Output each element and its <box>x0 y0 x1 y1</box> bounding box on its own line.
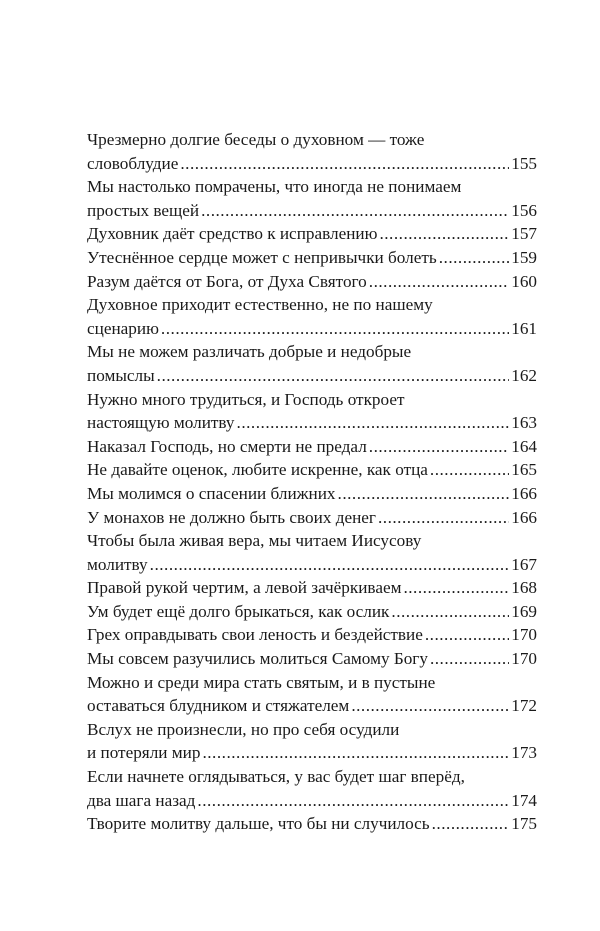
toc-entry-title-line: Чрезмерно долгие беседы о духовном — тоже <box>87 130 425 149</box>
dot-leader <box>432 812 510 836</box>
toc-entry-last-line <box>87 364 537 388</box>
toc-entry-last-line <box>87 553 537 577</box>
toc-entry-last-line <box>87 576 537 600</box>
toc-entry-title: настоящую молитву <box>87 413 235 433</box>
dot-leader <box>180 152 509 176</box>
dot-leader <box>430 458 509 482</box>
dot-leader <box>378 506 509 530</box>
toc-entry <box>87 458 537 482</box>
dot-leader <box>379 222 509 246</box>
toc-entry-title: сценарию <box>87 318 159 338</box>
dot-leader <box>237 411 510 435</box>
toc-entry-last-line <box>87 812 537 836</box>
dot-leader <box>197 789 509 813</box>
toc-entry-page-number: 170 <box>511 625 537 645</box>
toc-entry <box>87 246 537 270</box>
toc-entry-title-line: Вслух не произнесли, но про себя осудили <box>87 719 400 739</box>
toc-entry <box>87 718 537 765</box>
toc-entry-title: Мы совсем разучились молиться Самому Богу <box>87 649 428 669</box>
toc-entry-title-line: Духовное приходит естественно, не по нашему <box>87 295 433 315</box>
toc-entry <box>87 576 537 600</box>
toc-entry-last-line <box>87 600 537 624</box>
toc-entry-title-line: Мы настолько помрачены, что иногда не понимаем <box>87 177 462 197</box>
toc-entry-page-number: 163 <box>511 413 537 433</box>
dot-leader <box>202 741 509 765</box>
toc-entry-title-line: Нужно много трудиться, и Господь откроет <box>87 389 405 409</box>
toc-entry <box>87 128 537 175</box>
dot-leader <box>161 317 509 341</box>
toc-entry <box>87 812 537 836</box>
toc-entry-last-line <box>87 222 537 246</box>
toc-entry-title: Утеснённое сердце может с непривычки болеть <box>87 247 437 267</box>
toc-entry-page-number: 156 <box>511 200 537 220</box>
toc-entry-title: два шага назад <box>87 790 196 810</box>
toc-entry-page-number: 159 <box>511 247 537 267</box>
toc-entry <box>87 175 537 222</box>
toc-entry-title: и потеряли мир <box>87 743 201 763</box>
toc-entry-title: У монахов не должно быть своих денег <box>87 507 376 527</box>
toc-entry-title-line: Можно и среди мира стать святым, и в пустыне <box>87 672 436 692</box>
toc-entry <box>87 506 537 530</box>
toc-entry-title: Творите молитву дальше, что бы ни случилось <box>87 814 430 834</box>
table-of-contents <box>87 128 537 836</box>
toc-entry <box>87 388 537 435</box>
toc-entry <box>87 647 537 671</box>
toc-entry-last-line <box>87 199 537 223</box>
toc-entry-page-number: 175 <box>511 814 537 834</box>
toc-entry <box>87 482 537 506</box>
toc-entry <box>87 293 537 340</box>
toc-entry-last-line <box>87 246 537 270</box>
toc-entry-last-line <box>87 647 537 671</box>
toc-entry <box>87 222 537 246</box>
toc-entry <box>87 435 537 459</box>
toc-entry <box>87 340 537 387</box>
toc-entry <box>87 270 537 294</box>
dot-leader <box>201 199 509 223</box>
dot-leader <box>369 270 509 294</box>
toc-entry-page-number: 155 <box>511 153 537 173</box>
dot-leader <box>351 694 509 718</box>
toc-entry-last-line <box>87 789 537 813</box>
toc-entry-page-number: 173 <box>511 743 537 763</box>
toc-entry-title-line: Если начнете оглядываться, у вас будет шаг вперёд, <box>87 767 465 787</box>
toc-entry-title: Ум будет ещё долго брыкаться, как ослик <box>87 601 390 621</box>
toc-entry-last-line <box>87 623 537 647</box>
toc-entry-title: оставаться блудником и стяжателем <box>87 696 350 716</box>
dot-leader <box>150 553 510 577</box>
toc-entry-title-line: Чтобы была живая вера, мы читаем Иисусову <box>87 531 422 551</box>
toc-entry-page-number: 167 <box>511 554 537 574</box>
toc-entry-page-number: 172 <box>511 696 537 716</box>
toc-entry-last-line <box>87 482 537 506</box>
toc-entry-page-number: 170 <box>511 649 537 669</box>
toc-entry <box>87 671 537 718</box>
toc-entry-title: Наказал Господь, но смерти не предал <box>87 436 367 456</box>
toc-entry-page-number: 165 <box>511 460 537 480</box>
toc-entry-page-number: 164 <box>511 436 537 456</box>
toc-entry-last-line <box>87 506 537 530</box>
toc-entry-page-number: 168 <box>511 578 537 598</box>
toc-entry-page-number: 157 <box>511 224 537 244</box>
toc-entry <box>87 600 537 624</box>
toc-entry-title: Духовник даёт средство к исправлению <box>87 224 378 244</box>
toc-entry <box>87 529 537 576</box>
dot-leader <box>403 576 509 600</box>
toc-entry-last-line <box>87 741 537 765</box>
dot-leader <box>157 364 510 388</box>
toc-entry-page-number: 161 <box>511 318 537 338</box>
dot-leader <box>338 482 510 506</box>
toc-entry-title: Разум даётся от Бога, от Духа Святого <box>87 271 367 291</box>
toc-entry-page-number: 166 <box>511 507 537 527</box>
toc-entry-last-line <box>87 411 537 435</box>
toc-entry-title: Правой рукой чертим, а левой зачёркиваем <box>87 578 402 598</box>
dot-leader <box>430 647 509 671</box>
toc-entry-last-line <box>87 270 537 294</box>
toc-entry-last-line <box>87 435 537 459</box>
toc-entry-title: Не давайте оценок, любите искренне, как отца <box>87 460 428 480</box>
toc-entry-page-number: 162 <box>511 365 537 385</box>
dot-leader <box>439 246 510 270</box>
toc-entry-last-line <box>87 317 537 341</box>
toc-entry-page-number: 160 <box>511 271 537 291</box>
toc-entry-title: словоблудие <box>87 153 179 173</box>
toc-entry <box>87 765 537 812</box>
toc-entry-page-number: 174 <box>511 790 537 810</box>
toc-entry-page-number: 166 <box>511 483 537 503</box>
toc-entry-title: молитву <box>87 554 148 574</box>
dot-leader <box>391 600 509 624</box>
toc-entry-page-number: 169 <box>511 601 537 621</box>
toc-entry-title-line: Мы не можем различать добрые и недобрые <box>87 342 412 362</box>
dot-leader <box>425 623 509 647</box>
toc-entry-title: Грех оправдывать свои леность и бездействие <box>87 625 423 645</box>
toc-entry-title: Мы молимся о спасении ближних <box>87 483 336 503</box>
toc-entry-last-line <box>87 458 537 482</box>
dot-leader <box>369 435 509 459</box>
toc-entry-last-line <box>87 152 537 176</box>
toc-entry <box>87 623 537 647</box>
toc-entry-title: простых вещей <box>87 200 200 220</box>
toc-entry-last-line <box>87 694 537 718</box>
toc-entry-title: помыслы <box>87 365 155 385</box>
